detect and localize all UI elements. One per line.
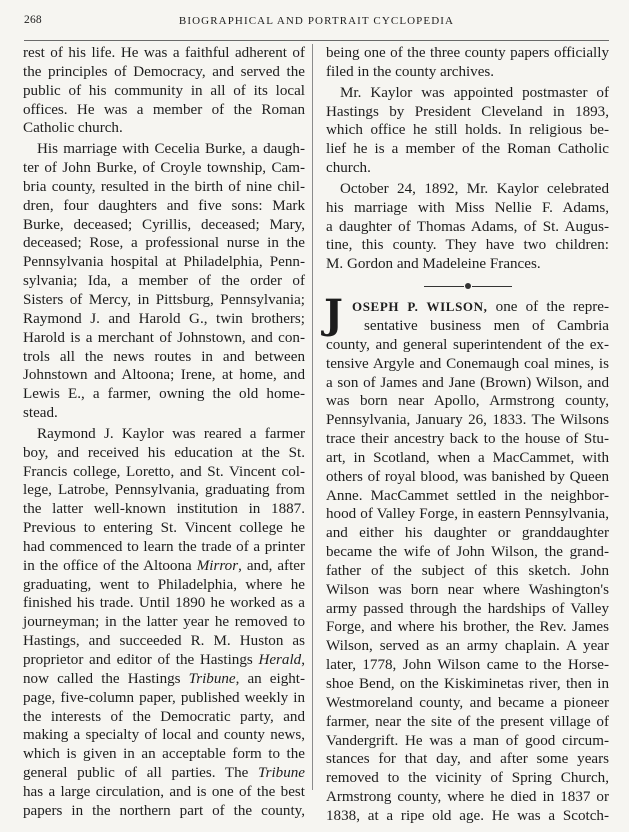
text-line: in the office of the Altoona Mirror, and, after xyxy=(23,557,305,574)
text-line: bria county, resulted in the birth of nine chil- xyxy=(23,178,305,195)
text-line: had commenced to learn the trade of a printer xyxy=(23,538,305,555)
text-line: Hastings by President Cleveland in 1893, xyxy=(326,103,609,120)
text-line: graduating, went to Philadelphia, where he xyxy=(23,576,305,593)
text-line: October 24, 1892, Mr. Kaylor celebrated xyxy=(340,180,609,197)
text-line: has a large circulation, and is one of the best xyxy=(23,783,305,800)
text-line: Burke, deceased; Cyrillis, deceased; Mary, xyxy=(23,216,305,233)
left-column xyxy=(23,44,305,821)
text-line: Vandergrift. He was a man of good circum- xyxy=(326,732,609,749)
text-line: Pennsylvania, January 26, 1833. The Wilsons xyxy=(326,412,609,429)
italic-title: Mirror xyxy=(196,557,239,574)
text-line: church. xyxy=(326,160,371,177)
text-line: tine, this county. They have two children: xyxy=(326,237,609,254)
text-line: boy, and received his education at the St. xyxy=(23,444,305,461)
text-line: the principles of Democracy, and served the xyxy=(23,63,305,80)
text-line: farmer, near the site of the present village of xyxy=(326,713,609,730)
text-line: Mr. Kaylor was appointed postmaster of xyxy=(340,84,609,101)
text-line: removed to the vicinity of Spring Church, xyxy=(326,770,609,787)
text-line: finished his trade. Until 1890 he worked as a xyxy=(23,595,305,612)
text-line: journeyman; in the latter year he removed to xyxy=(23,614,305,631)
text-line: shoe Bend, on the Kiskiminetas river, then in xyxy=(326,676,609,692)
text-line: lief he is a member of the Roman Catholic xyxy=(326,141,609,158)
text-line: stead. xyxy=(23,405,58,422)
ornament-dot xyxy=(465,283,471,289)
biography-entry-joseph-p-wilson xyxy=(324,291,610,826)
text-line: a son of James and Jane (Brown) Wilson, and xyxy=(326,374,609,391)
text-line: county, and general superintendent of the ex- xyxy=(326,336,609,353)
text-line: trace their ancestry back to the house of Stu- xyxy=(326,431,609,448)
text-line: the latter well-known institution in 1887. xyxy=(23,501,305,518)
column-divider xyxy=(312,44,313,790)
text-line: now called the Hastings Tribune, an eight- xyxy=(23,670,306,687)
italic-title: Herald xyxy=(258,652,302,668)
text-line: 1838, at a ripe old age. He was a Scotch- xyxy=(326,807,609,824)
text-line: sentative business men of Cambria xyxy=(364,317,609,334)
text-line: stances for that day, and after some years xyxy=(326,751,609,768)
paragraph xyxy=(23,44,305,138)
text-line: Westmoreland county, and became a pioneer xyxy=(326,694,609,711)
text-line: making a specialty of local and county news, xyxy=(23,727,305,744)
entry-subject-name: OSEPH P. WILSON, xyxy=(352,299,488,315)
text-line: M. Gordon and Madeleine Frances. xyxy=(326,256,541,273)
right-column xyxy=(326,44,609,826)
text-line: Francis college, Loretto, and St. Vincent col- xyxy=(23,463,305,480)
paragraph xyxy=(23,140,305,423)
text-line: ter of John Burke, of Croyle township, Cam- xyxy=(23,160,305,177)
text-line: others of royal blood, was banished by Queen xyxy=(326,468,609,485)
text-line: Anne. MacCammet settled in the neighbor- xyxy=(326,487,609,504)
ornament-rule-right xyxy=(472,286,512,287)
text-line: filed in the county archives. xyxy=(326,63,495,80)
text-line: rest of his life. He was a faithful adherent of xyxy=(23,45,305,61)
text-line: Wilson was born near where Washington's xyxy=(326,581,609,598)
running-head: BIOGRAPHICAL AND PORTRAIT CYCLOPEDIA xyxy=(178,15,455,27)
page-header xyxy=(24,12,609,34)
text-line: offices. He was a member of the Roman xyxy=(23,101,305,118)
paragraph xyxy=(326,180,609,274)
italic-title: Tribune xyxy=(258,765,305,782)
text-line: Johnstown and Altoona; Irene, at home, and xyxy=(23,367,305,384)
text-line: Hastings, and succeeded R. M. Huston as xyxy=(23,633,305,650)
text-line: general public of all parties. The Tribune xyxy=(23,765,305,782)
text-line: Lewis E., a farmer, owning the old home- xyxy=(23,386,305,403)
text-line: Catholic church. xyxy=(23,120,123,137)
text-line: sylvania; Ida, a member of the order of xyxy=(23,273,305,290)
text-line: Previous to entering St. Vincent college he xyxy=(23,520,305,537)
text-line: Wilson, served as an army chaplain. A year xyxy=(326,638,609,655)
paragraph xyxy=(23,425,305,821)
text-line: Raymond J. and Harold G., twin brothers; xyxy=(23,310,305,327)
paragraph xyxy=(326,44,609,82)
text-line: and either his daughter or granddaughter xyxy=(326,525,609,542)
text-line: dren, four daughters and five sons: Mark xyxy=(23,197,305,214)
text-line: tensive Argyle and Conemaugh coal mines, is xyxy=(326,355,609,372)
text-line: his marriage with Miss Nellie F. Adams, xyxy=(326,199,609,216)
paragraph xyxy=(326,84,609,178)
text-line: page, five-column paper, published weekly in xyxy=(23,689,305,706)
text-line: trols all the news routes in and between xyxy=(23,348,305,365)
ornament-rule-left xyxy=(424,286,464,287)
text-line: being one of the three county papers officially xyxy=(326,45,609,61)
text-line: became the wife of John Wilson, the grand- xyxy=(326,544,609,561)
text-line: public of his community in all of its local xyxy=(23,82,305,99)
text-line: Forge, and where his brother, the Rev. James xyxy=(326,619,609,636)
drop-cap: J xyxy=(324,291,343,339)
italic-title: Tribune xyxy=(188,670,236,687)
entry-body xyxy=(326,317,609,826)
text-line: was born near Apollo, Armstrong county, xyxy=(326,393,609,410)
text-line: Harold is a merchant of Johnstown, and con- xyxy=(23,329,305,346)
text-line: Raymond J. Kaylor was reared a farmer xyxy=(37,425,305,442)
right-column-paragraphs xyxy=(326,44,609,274)
text-line: later, 1778, John Wilson came to the Horse- xyxy=(326,657,609,674)
header-rule xyxy=(24,40,609,41)
entry-first-line-text: one of the repre- xyxy=(495,299,610,316)
text-line: deceased; Rose, a professional nurse in the xyxy=(23,235,305,252)
text-line: which office he still holds. In religious be- xyxy=(326,122,609,139)
text-line: art, in Scotland, when a MacCammet, with xyxy=(326,449,609,466)
text-line: a daughter of Thomas Adams, of St. Augus- xyxy=(326,218,609,235)
text-line: proprietor and editor of the Hastings Herald, xyxy=(23,652,305,668)
text-line: the interests of the Democratic party, and xyxy=(23,708,305,725)
text-line: His marriage with Cecelia Burke, a daugh- xyxy=(37,141,305,158)
text-line: lege, Latrobe, Pennsylvania, graduating from xyxy=(23,482,305,499)
text-line: Pennsylvania hospital at Philadelphia, Penn- xyxy=(23,254,305,271)
text-line: papers in the northern part of the county, xyxy=(23,802,305,819)
page-number: 268 xyxy=(24,14,42,26)
text-line: which is given in an acceptable form to the xyxy=(23,746,305,763)
text-line: father of the subject of this sketch. John xyxy=(326,562,609,579)
text-line: Sisters of Mercy, in Pittsburg, Pennsylvania; xyxy=(23,291,305,308)
text-line: hood of Valley Forge, in eastern Pennsylvania, xyxy=(326,506,609,523)
text-line: Armstrong county, where he died in 1837 or xyxy=(326,789,609,806)
text-line: army passed through the hardships of Valley xyxy=(326,600,609,617)
section-ornament xyxy=(326,276,609,296)
